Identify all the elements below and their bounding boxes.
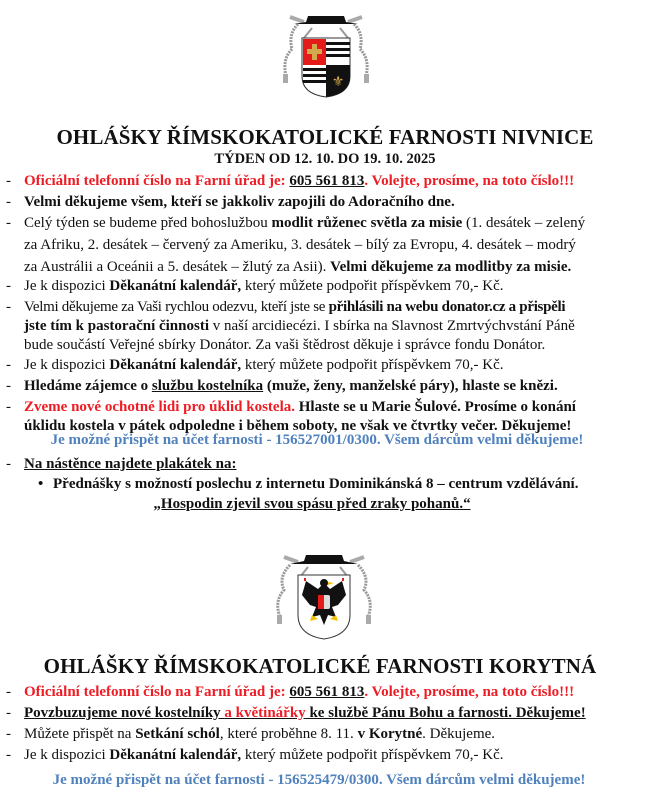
noticeboard-text: Na nástěnce najdete plakátek na:	[24, 456, 237, 472]
rosary-l3a: za Austrálii a Oceánii a 5. desátek – žlutý za Asii).	[24, 259, 331, 275]
svg-text:⚜: ⚜	[331, 74, 345, 90]
cleaning-l1a: Zveme nové ochotné lidi pro úklid kostela.	[24, 399, 295, 415]
korytna-account-line: Je možné přispět na účet farnosti - 156525479/0300. Všem dárcům velmi děkujeme!	[52, 772, 586, 788]
list-dash: -	[6, 726, 11, 742]
sexton-c: ke službě Pánu Bohu a farnosti. Děkujeme!	[305, 705, 586, 721]
nivnice-week-subtitle: TÝDEN OD 12. 10. DO 19. 10. 2025	[214, 151, 436, 167]
list-dash: -	[6, 747, 11, 763]
nivnice-phone-text	[24, 172, 644, 191]
calendar-text	[24, 277, 644, 296]
choirs-e: . Děkujeme.	[422, 726, 496, 742]
korytna-phone-text	[24, 683, 644, 702]
rosary-l1b: modlit růženec světla za misie	[271, 215, 463, 231]
calendar-a: Je k dispozici	[24, 747, 110, 763]
cleaning-l1b: Hlaste se u Marie Šulové. Prosíme o konání	[295, 399, 576, 415]
rosary-text	[24, 214, 644, 277]
list-dash: -	[6, 194, 11, 210]
lecture-title: „Hospodin zjevil svou spásu před zraky pohanů.“	[153, 496, 471, 512]
bullet-dot: •	[38, 476, 44, 492]
calendar-b: Děkanátní kalendář,	[109, 357, 242, 373]
calendar-b: Děkanátní kalendář,	[109, 747, 242, 763]
cleaning-l2: úklidu kostela v pátek odpoledne i během soboty, ne však ve čtvrtky večer. Děkujeme!	[24, 418, 572, 434]
calendar-c: který můžete podpořit příspěvkem 70,- Kč.	[241, 278, 504, 294]
list-dash: -	[6, 705, 11, 721]
donator-text	[24, 298, 644, 355]
nivnice-account-line: Je možné přispět na účet farnosti - 156527001/0300. Všem dárcům velmi děkujeme!	[50, 432, 584, 448]
list-dash: -	[6, 299, 11, 315]
donator-l2b: v naší arcidiecézi. I sbírka na Slavnost Zmrtvýchvstání Páně	[209, 318, 575, 334]
list-dash: -	[6, 399, 11, 415]
choirs-d: v Korytné	[357, 726, 423, 742]
calendar-text-2	[24, 356, 644, 375]
calendar-c: který můžete podpořit příspěvkem 70,- Kč.	[241, 747, 504, 763]
calendar-a: Je k dispozici	[24, 278, 110, 294]
sexton-b: a květinářky	[224, 705, 306, 721]
list-dash: -	[6, 278, 11, 294]
phone-number: 605 561 813	[289, 684, 365, 700]
phone-number: 605 561 813	[289, 173, 365, 189]
coat-of-arms-korytna-icon	[262, 545, 386, 645]
calendar-b: Děkanátní kalendář,	[109, 278, 242, 294]
korytna-sexton-text	[24, 704, 644, 723]
rosary-l1c: (1. desátek – zelený	[462, 215, 586, 231]
lecture-text: Přednášky s možností poslechu z internetu Dominikánská 8 – centrum vzdělávání.	[53, 476, 579, 492]
sexton-a: Povzbuzujeme nové kostelníky	[24, 705, 225, 721]
list-dash: -	[6, 684, 11, 700]
rosary-l3b: Velmi děkujeme za modlitby za misie.	[330, 259, 572, 275]
sexton-b: službu kostelníka	[151, 378, 264, 394]
list-dash: -	[6, 215, 11, 231]
sexton-a: Hledáme zájemce o	[24, 378, 152, 394]
donator-l3: bude součástí Veřejné sbírky Donátor. Za vaši štědrost děkuje i správce fondu Donátor.	[24, 337, 546, 353]
sexton-text	[24, 377, 644, 396]
list-dash: -	[6, 173, 11, 189]
rosary-l2: za Afriku, 2. desátek – červený za Ameriku, 3. desátek – bílý za Evropu, 4. desátek – modrý	[24, 237, 576, 253]
list-dash: -	[6, 456, 11, 472]
list-dash: -	[6, 357, 11, 373]
rosary-l1a: Celý týden se budeme před bohoslužbou	[24, 215, 272, 231]
donator-l1a: Velmi děkujeme za Vaši rychlou odezvu, kteří jste se	[24, 299, 329, 315]
donator-l1b: přihlásili na webu donator.cz a přispěli	[328, 299, 566, 315]
choirs-a: Můžete přispět na	[24, 726, 136, 742]
phone-note: . Volejte, prosíme, na toto číslo!!!	[364, 684, 575, 700]
choirs-b: Setkání schól	[135, 726, 220, 742]
lecture-item	[38, 476, 578, 493]
calendar-a: Je k dispozici	[24, 357, 110, 373]
adoration-text: Velmi děkujeme všem, kteří se jakkoliv zapojili do Adoračního dne.	[24, 194, 455, 210]
phone-note: . Volejte, prosíme, na toto číslo!!!	[364, 173, 575, 189]
choirs-c: , které proběhne 8. 11.	[219, 726, 358, 742]
donator-l2a: jste tím k pastorační činnosti	[24, 318, 209, 334]
coat-of-arms-nivnice-icon	[268, 4, 384, 100]
cleaning-text	[24, 398, 644, 436]
korytna-calendar-text	[24, 746, 644, 765]
phone-label: Oficiální telefonní číslo na Farní úřad je:	[24, 684, 290, 700]
calendar-c: který můžete podpořit příspěvkem 70,- Kč.	[241, 357, 504, 373]
list-dash: -	[6, 378, 11, 394]
phone-label: Oficiální telefonní číslo na Farní úřad je:	[24, 173, 290, 189]
sexton-c: (muže, ženy, manželské páry), hlaste se knězi.	[263, 378, 558, 394]
nivnice-title: OHLÁŠKY ŘÍMSKOKATOLICKÉ FARNOSTI NIVNICE	[56, 125, 594, 149]
choirs-text	[24, 725, 644, 744]
korytna-title: OHLÁŠKY ŘÍMSKOKATOLICKÉ FARNOSTI KORYTNÁ	[43, 654, 597, 678]
